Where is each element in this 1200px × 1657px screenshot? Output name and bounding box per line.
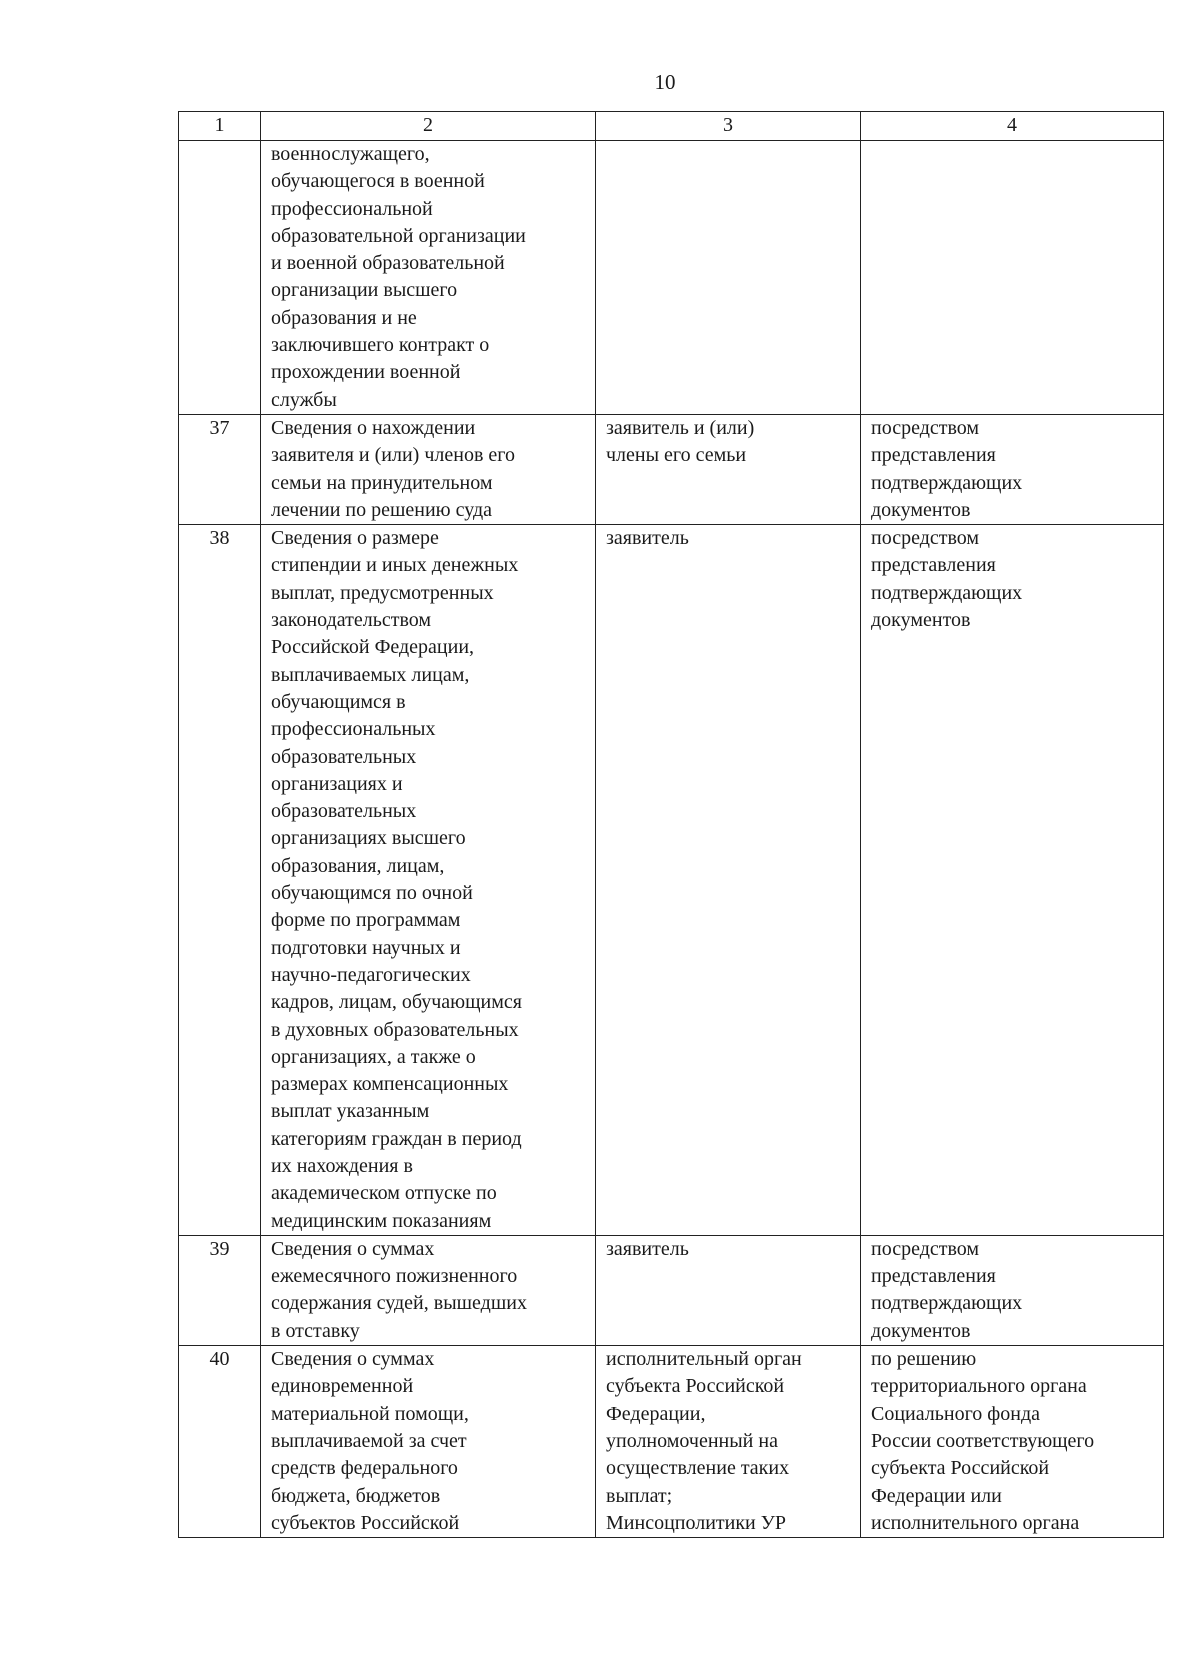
method-text: посредством представления подтверждающих документов — [871, 527, 1023, 632]
row-number-cell — [179, 414, 261, 524]
row-number-cell — [179, 1346, 261, 1538]
source-cell — [596, 1346, 861, 1538]
method-text: по решению территориального органа Социального фонда России соответствующего субъекта Российской Федерации или исполнительного органа — [871, 1348, 1095, 1534]
table-header-row — [179, 112, 1164, 141]
table-row — [179, 414, 1164, 524]
row-number: 40 — [209, 1348, 230, 1371]
source-text: заявитель — [606, 1237, 689, 1260]
table-row — [179, 1346, 1164, 1538]
method-text: посредством представления подтверждающих документов — [871, 1237, 1023, 1342]
row-number: 38 — [209, 527, 230, 550]
row-number: 39 — [209, 1237, 230, 1260]
description-text: военнослужащего, обучающегося в военной профессиональной образовательной организации и военной образовательной организации высшего образования и не заключившего контракт о прохождении военной службы — [271, 143, 526, 411]
description-cell — [261, 1346, 596, 1538]
table-row — [179, 525, 1164, 1236]
method-cell — [861, 1235, 1164, 1345]
method-cell — [861, 525, 1164, 1236]
source-cell — [596, 414, 861, 524]
description-cell — [261, 141, 596, 415]
row-number-cell — [179, 525, 261, 1236]
source-cell — [596, 1235, 861, 1345]
row-number-cell — [179, 1235, 261, 1345]
source-cell — [596, 525, 861, 1236]
source-text: заявитель — [606, 527, 689, 550]
description-cell — [261, 525, 596, 1236]
description-cell — [261, 414, 596, 524]
description-cell — [261, 1235, 596, 1345]
page-number: 10 — [654, 70, 676, 94]
source-cell — [596, 141, 861, 415]
method-text: посредством представления подтверждающих документов — [871, 416, 1023, 521]
table-row-continuation — [179, 141, 1164, 415]
source-text: исполнительный орган субъекта Российской Федерации, уполномоченный на осуществление таких выплат; Минсоцполитики УР — [606, 1348, 802, 1534]
method-cell — [861, 1346, 1164, 1538]
column-header-3: 3 — [596, 112, 861, 141]
column-header-2: 2 — [261, 112, 596, 141]
description-text: Сведения о нахождении заявителя и (или) членов его семьи на принудительном лечении по решению суда — [271, 416, 515, 521]
method-cell — [861, 141, 1164, 415]
column-header-4: 4 — [861, 112, 1164, 141]
description-text: Сведения о размере стипендии и иных денежных выплат, предусмотренных законодательством Российской Федерации, выплачиваемых лицам, обучающимся в профессиональных образовательных организациях и образовательных организациях высшего образования, лицам, обучающимся по очной форме по программам подготовки научных и научно-педагогических кадров, лицам, обучающимся в духовных образовательных организациях, а также о размерах компенсационных выплат указанным категориям граждан в период их нахождения в академическом отпуске по медицинским показаниям — [271, 527, 522, 1232]
source-text: заявитель и (или) члены его семьи — [606, 416, 755, 467]
row-number-cell — [179, 141, 261, 415]
description-text: Сведения о суммах ежемесячного пожизненного содержания судей, вышедших в отставку — [271, 1237, 527, 1342]
table-row — [179, 1235, 1164, 1345]
method-cell — [861, 414, 1164, 524]
row-number: 37 — [209, 416, 230, 439]
column-header-1: 1 — [179, 112, 261, 141]
description-text: Сведения о суммах единовременной материальной помощи, выплачиваемой за счет средств федерального бюджета, бюджетов субъектов Российской — [271, 1348, 469, 1534]
data-sources-table — [178, 111, 1164, 1538]
